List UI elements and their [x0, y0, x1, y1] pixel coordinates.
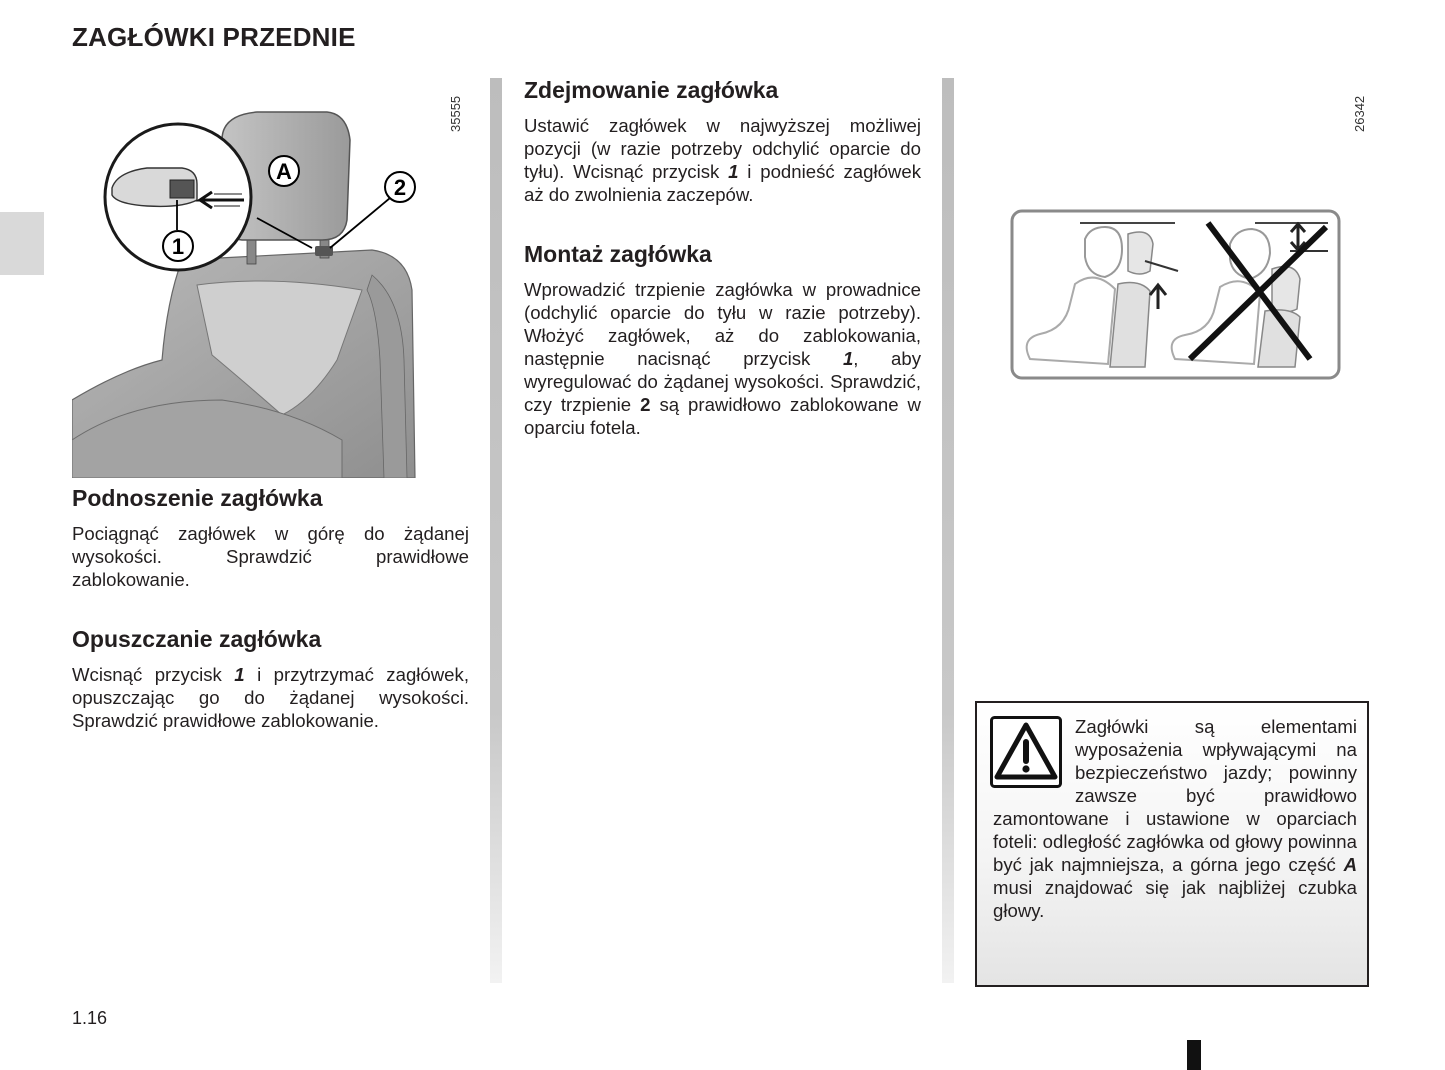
- warning-text: Zagłówki są elementami wyposażenia wpływającymi na bezpieczeństwo jazdy; powinny zawsze być prawidłowo zamontowane i ustawione w oparciach foteli: odległość zagłówka od głowy powinna być jak najmniejsza, a górna jego część A musi znajdować się jak najbliżej czubka głowy.: [993, 716, 1357, 921]
- heading-lowering: Opuszczanie zagłówka: [72, 626, 322, 652]
- ref-part-a: A: [1343, 854, 1357, 875]
- text-mounting: Wprowadzić trzpienie zagłówka w prowadnice (odchylić oparcie do tyłu w razie potrzeby). Włożyć zagłówek, aż do zablokowania, następnie nacisnąć przycisk 1, aby wyregulować do żądanej wysokości. Sprawdzić, czy trzpienie 2 są prawidłowo zablokowane w oparciu fotela.: [524, 279, 922, 438]
- ref-button-1: 1: [842, 348, 854, 369]
- text-lowering: Wcisnąć przycisk 1 i przytrzymać zagłówek, opuszczając go do żądanej wysokości. Sprawdzić prawidłowe zablokowanie.: [72, 664, 469, 731]
- figure-code-2: 26342: [1352, 95, 1367, 132]
- column-left: [72, 484, 469, 732]
- section-edge-marker: [1187, 1040, 1201, 1070]
- page-title: ZAGŁÓWKI PRZEDNIE: [72, 22, 356, 52]
- callout-2: 2: [393, 175, 407, 200]
- ref-button-1: 1: [728, 161, 739, 182]
- figure-code-1: 35555: [448, 95, 463, 132]
- chapter-tab: [0, 212, 44, 275]
- headrest-seat-illustration: [72, 100, 417, 478]
- column-divider-1: [490, 78, 502, 983]
- column-middle: [524, 76, 921, 439]
- safety-warning-box: [975, 701, 1369, 987]
- page-number: 1.16: [72, 1008, 108, 1028]
- callout-1: 1: [171, 234, 185, 259]
- ref-button-1: 1: [234, 664, 245, 685]
- text-removal: Ustawić zagłówek w najwyższej możliwej pozycji (w razie potrzeby odchylić oparcie do tyłu). Wcisnąć przycisk 1 i podnieść zagłówek aż do zwolnienia zaczepów.: [524, 115, 921, 205]
- callout-a: A: [276, 159, 292, 184]
- heading-raising: Podnoszenie zagłówka: [72, 485, 323, 511]
- column-divider-2: [942, 78, 954, 983]
- text-raising: Pociągnąć zagłówek w górę do żądanej wysokości. Sprawdzić prawidłowe zablokowanie.: [72, 523, 469, 590]
- ref-post-2: 2: [640, 394, 651, 415]
- heading-mounting: Montaż zagłówka: [524, 241, 712, 267]
- headrest-position-diagram: [1010, 209, 1342, 381]
- heading-removal: Zdejmowanie zagłówka: [524, 77, 779, 103]
